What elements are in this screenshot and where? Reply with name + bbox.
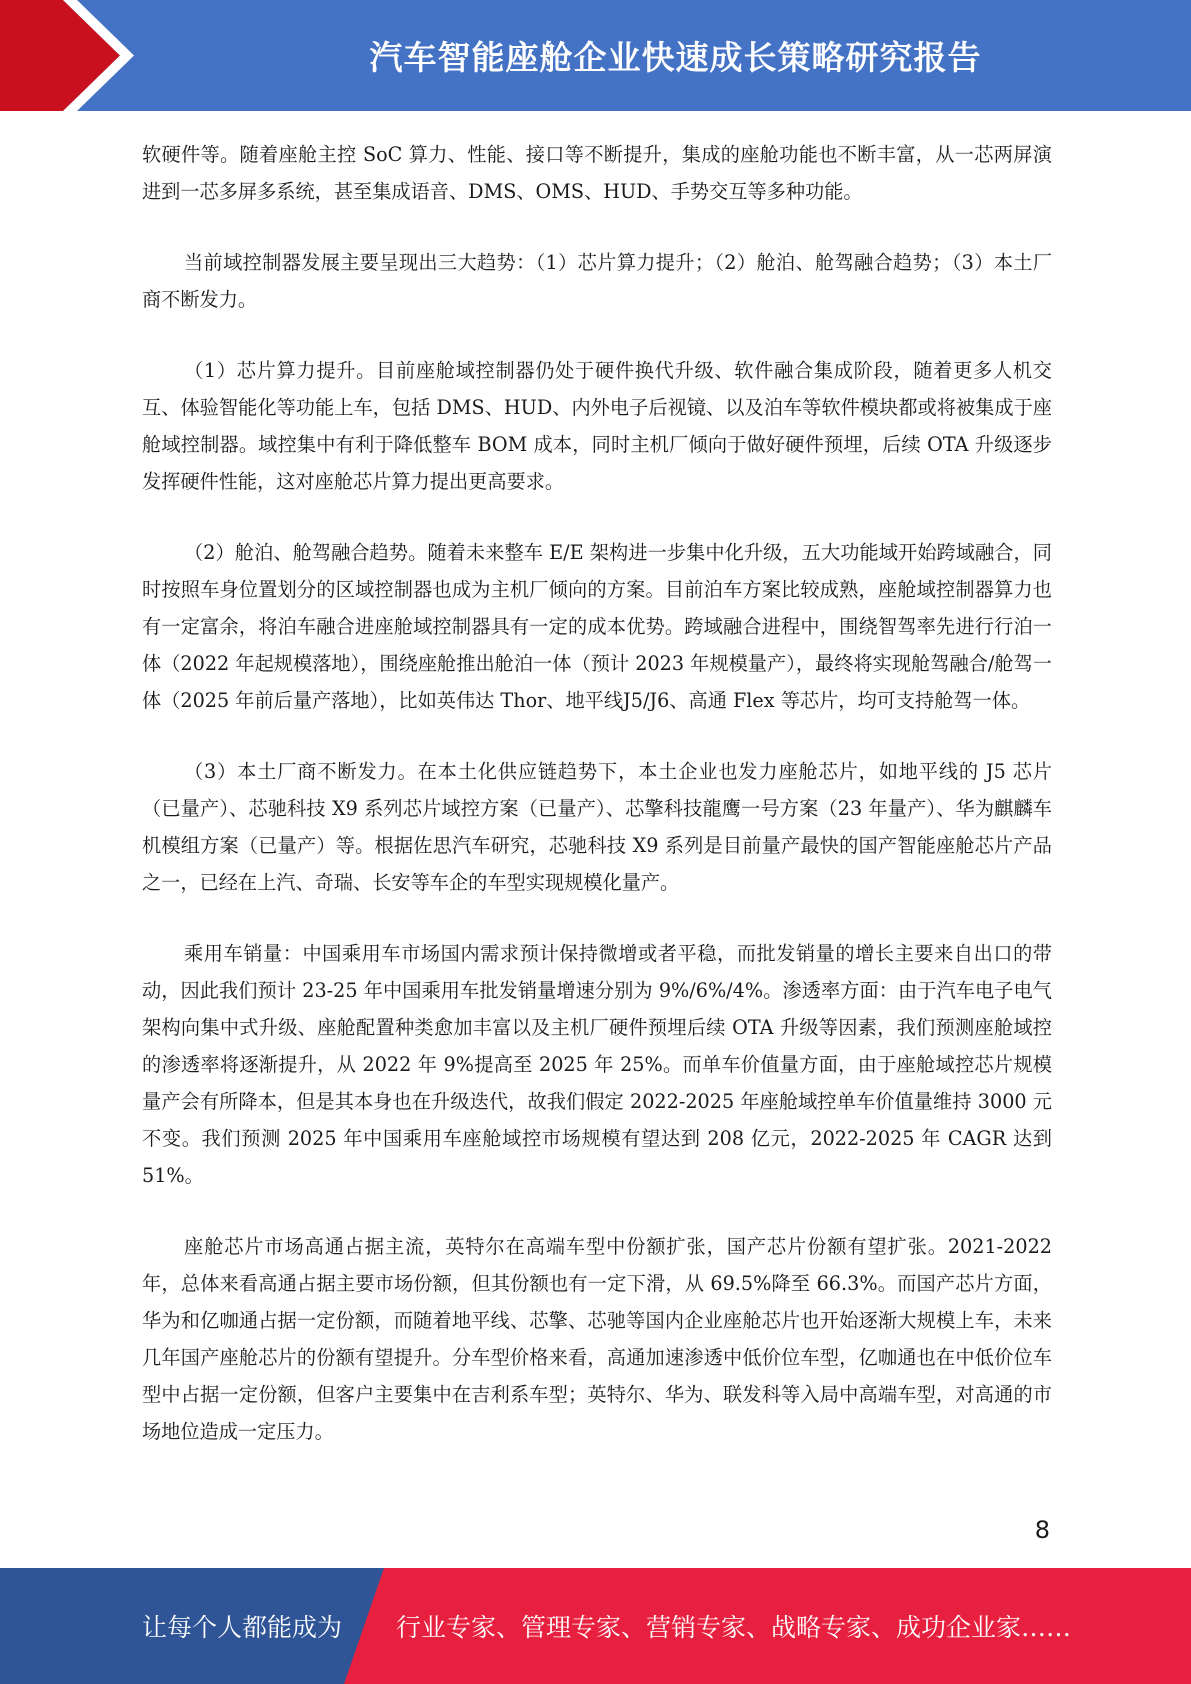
paragraph-chip-market: 座舱芯片市场高通占据主流，英特尔在高端车型中份额扩张，国产芯片份额有望扩张。2021-2022 年，总体来看高通占据主要市场份额，但其份额也有一定下滑，从 69.5%降至 66.3%。而国产芯片方面，华为和亿咖通占据一定份额，而随着地平线、芯擎、芯驰等国内企业座舱芯片也开始逐渐大规模上车，未来几年国产座舱芯片的份额有望提升。分车型价格来看，高通加速渗透中低价位车型，亿咖通也在中低价位车型中占据一定份额，但客户主要集中在吉利系车型；英特尔、华为、联发科等入局中高端车型，对高通的市场地位造成一定压力。 xyxy=(142,1235,1052,1443)
paragraph-sales-forecast: 乘用车销量：中国乘用车市场国内需求预计保持微增或者平稳，而批发销量的增长主要来自出口的带动，因此我们预计 23-25 年中国乘用车批发销量增速分别为 9%/6%/4%。渗透率方面：由于汽车电子电气架构向集中式升级、座舱配置种类愈加丰富以及主机厂硬件预埋后续 OTA 升级等因素，我们预测座舱域控的渗透率将逐渐提升，从 2022 年 9%提高至 2025 年 25%。而单车价值量方面，由于座舱域控芯片规模量产会有所降本，但是其本身也在升级迭代，故我们假定 2022-2025 年座舱域控单车价值量维持 3000 元不变。我们预测 2025 年中国乘用车座舱域控市场规模有望达到 208 亿元，2022-2025 年 CAGR 达到 51%。 xyxy=(142,942,1052,1187)
page-number: 8 xyxy=(1034,1516,1050,1544)
paragraph-trend-1: （1）芯片算力提升。目前座舱域控制器仍处于硬件换代升级、软件融合集成阶段，随着更多人机交互、体验智能化等功能上车，包括 DMS、HUD、内外电子后视镜、以及泊车等软件模块都或将被集成于座舱域控制器。域控集中有利于降低整车 BOM 成本，同时主机厂倾向于做好硬件预埋，后续 OTA 升级逐步发挥硬件性能，这对座舱芯片算力提出更高要求。 xyxy=(142,359,1052,493)
report-title: 汽车智能座舱企业快速成长策略研究报告 xyxy=(369,38,982,77)
paragraph-trend-3: （3）本土厂商不断发力。在本土化供应链趋势下，本土企业也发力座舱芯片，如地平线的 J5 芯片（已量产）、芯驰科技 X9 系列芯片域控方案（已量产）、芯擎科技龍鹰一号方案（23 年量产）、华为麒麟车机模组方案（已量产）等。根据佐思汽车研究，芯驰科技 X9 系列是目前量产最快的国产智能座舱芯片产品之一，已经在上汽、奇瑞、长安等车企的车型实现规模化量产。 xyxy=(142,760,1052,894)
footer-slogan-left: 让每个人都能成为 xyxy=(142,1613,343,1642)
page-header xyxy=(0,0,1191,111)
header-chevron-decoration xyxy=(0,0,150,111)
footer-slogan-right: 行业专家、管理专家、营销专家、战略专家、成功企业家…… xyxy=(396,1613,1072,1642)
paragraph-trend-2: （2）舱泊、舱驾融合趋势。随着未来整车 E/E 架构进一步集中化升级，五大功能域开始跨域融合，同时按照车身位置划分的区域控制器也成为主机厂倾向的方案。目前泊车方案比较成熟，座舱域控制器算力也有一定富余，将泊车融合进座舱域控制器具有一定的成本优势。跨域融合进程中，围绕智驾率先进行行泊一体（2022 年起规模落地），围绕座舱推出舱泊一体（预计 2023 年规模量产），最终将实现舱驾融合/舱驾一体（2025 年前后量产落地），比如英伟达 Thor、地平线J5/J6、高通 Flex 等芯片，均可支持舱驾一体。 xyxy=(142,541,1052,712)
paragraph-intro: 软硬件等。随着座舱主控 SoC 算力、性能、接口等不断提升，集成的座舱功能也不断丰富，从一芯两屏演进到一芯多屏多系统，甚至集成语音、DMS、OMS、HUD、手势交互等多种功能。 xyxy=(142,143,1052,203)
page-footer xyxy=(0,1568,1191,1684)
document-body xyxy=(142,136,1052,1484)
paragraph-trends-summary: 当前域控制器发展主要呈现出三大趋势：（1）芯片算力提升；（2）舱泊、舱驾融合趋势；（3）本土厂商不断发力。 xyxy=(142,251,1052,311)
